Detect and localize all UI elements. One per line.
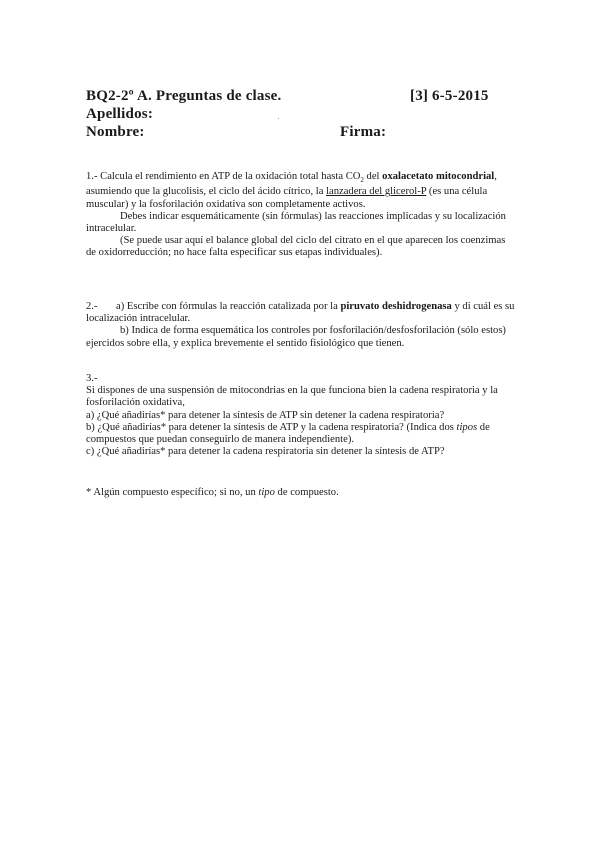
oxaloacetate-term: oxalacetato mitocondrial <box>382 171 495 182</box>
scan-speck <box>278 118 279 119</box>
exam-title: BQ2-2º A. Preguntas de clase. <box>86 88 282 104</box>
signature-label: Firma: <box>340 124 387 140</box>
question-3-number: 3.- <box>86 373 98 384</box>
surname-label: Apellidos: <box>86 106 154 122</box>
exam-reference-date: [3] 6-5-2015 <box>410 88 489 104</box>
question-3-intro: Si dispones de una suspensión de mitocondrias en la que funciona bien la cadena respiratoria y la fosforilación oxidativa, <box>86 385 498 409</box>
footnote: * Algún compuesto específico; si no, un tipo de compuesto. <box>86 487 339 498</box>
question-1-number: 1.- <box>86 171 98 182</box>
question-3-part-b: b) ¿Qué añadirías* para detener la síntesis de ATP y la cadena respiratoria? (Indica dos tipos de compuestos que puedan conseguirlo de manera independiente). <box>86 421 490 446</box>
glycerol-p-shuttle-term: lanzadera del glicerol-P <box>326 186 427 198</box>
name-label: Nombre: <box>86 124 145 140</box>
question-3 <box>86 373 516 458</box>
question-2-part-b: b) Indica de forma esquemática los controles por fosforilación/desfosforilación (sólo estos) ejercidos sobre ella, y explica brevemente el sentido fisiológico que tienen. <box>86 325 506 349</box>
question-1-note: (Se puede usar aquí el balance global del ciclo del citrato en el que aparecen los coenzimas de oxidorreducción; no hace falta especificar sus etapas individuales). <box>86 235 506 259</box>
question-1-instruction: Debes indicar esquemáticamente (sin fórmulas) las reacciones implicadas y su localización intracelular. <box>86 210 506 234</box>
question-1 <box>86 171 516 260</box>
question-1-statement: 1.- Calcula el rendimiento en ATP de la oxidación total hasta $CO_2$ del oxalacetato mitocondrial, asumiendo que la glucolisis, el ciclo del ácido cítrico, la lanzadera del glicerol-P (es una célula muscular) y la fosforilación oxidativa son completamente activos. <box>86 171 497 210</box>
question-2-number: 2.- <box>86 301 98 312</box>
question-2-part-a: 2.- a) Escribe con fórmulas la reacción catalizada por la piruvato deshidrogenasa y di cuál es su localización intracelular. <box>86 301 515 325</box>
question-2 <box>86 301 516 350</box>
question-3-part-a: a) ¿Qué añadirías* para detener la síntesis de ATP sin detener la cadena respiratoria? <box>86 409 445 421</box>
question-3-part-c: c) ¿Qué añadirías* para detener la cadena respiratoria sin detener la síntesis de ATP? <box>86 446 445 458</box>
pyruvate-dehydrogenase-term: piruvato deshidrogenasa <box>340 301 452 312</box>
